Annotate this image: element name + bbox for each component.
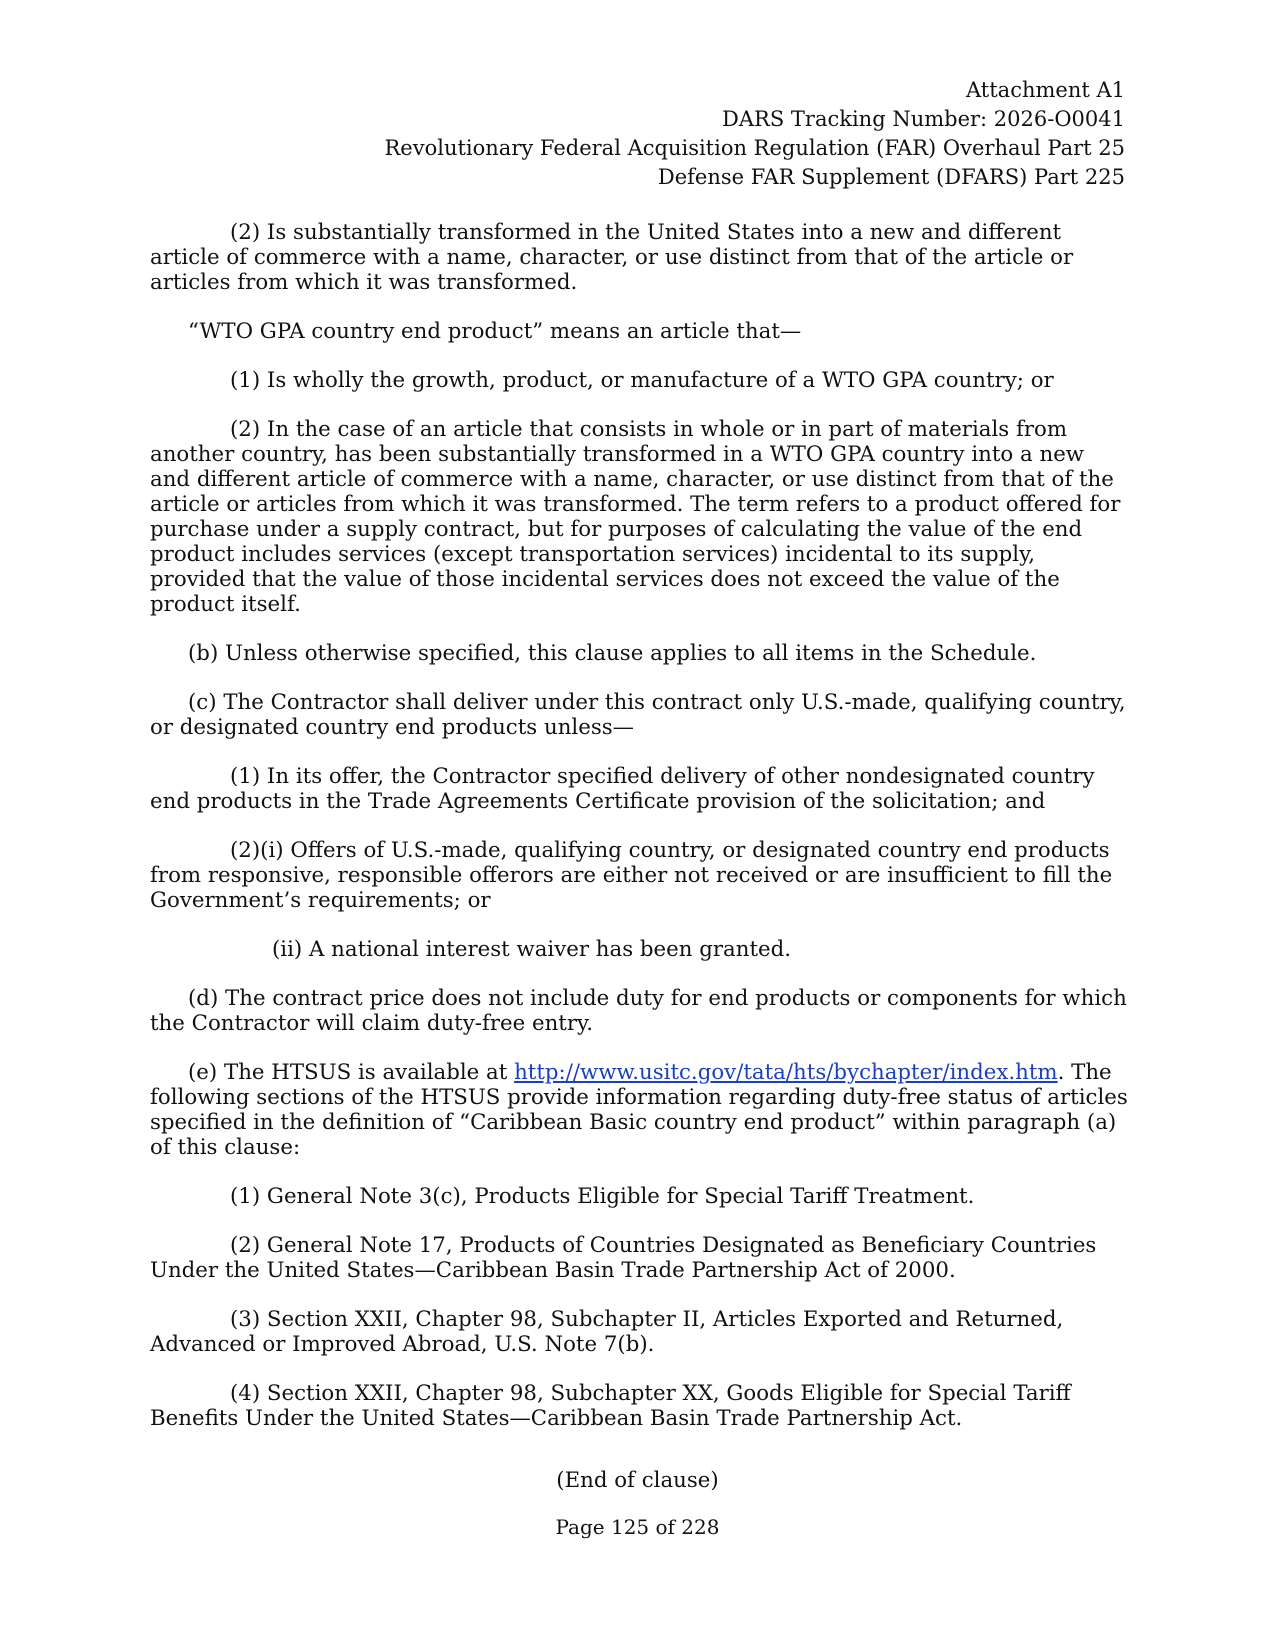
paragraph-c-1: (1) In its offer, the Contractor specified delivery of other nondesignated country end products in the Trade Agreements Certificate provision of the solicitation; and <box>150 764 1095 814</box>
page-header <box>225 76 1125 192</box>
paragraph-e-1: (1) General Note 3(c), Products Eligible for Special Tariff Treatment. <box>230 1184 975 1209</box>
paragraph-e <box>150 1060 1130 1160</box>
header-tracking-number: DARS Tracking Number: 2026-O0041 <box>722 107 1125 131</box>
paragraph-b: (b) Unless otherwise specified, this clause applies to all items in the Schedule. <box>188 641 1037 666</box>
paragraph-substantially-transformed: (2) Is substantially transformed in the United States into a new and different article of commerce with a name, character, or use distinct from that of the article or articles from which it was transformed. <box>150 220 1074 295</box>
paragraph-d: (d) The contract price does not include duty for end products or components for which the Contractor will claim duty-free entry. <box>150 986 1127 1036</box>
paragraph-e-2: (2) General Note 17, Products of Countries Designated as Beneficiary Countries Under the United States—Caribbean Basin Trade Partnership Act of 2000. <box>150 1233 1097 1283</box>
paragraph-e-intro: (e) The HTSUS is available at <box>188 1060 515 1085</box>
header-dfars-part: Defense FAR Supplement (DFARS) Part 225 <box>657 165 1125 189</box>
paragraph-case-of-article: (2) In the case of an article that consists in whole or in part of materials from another country, has been substantially transformed in a WTO GPA country into a new and different article of commerce with a name, character, or use distinct from that of the article or articles from which it was transformed. The term refers to a product offered for purchase under a supply contract, but for purposes of calculating the value of the end product includes services (except transportation services) incidental to its supply, provided that the value of those incidental services does not exceed the value of the product itself. <box>150 417 1121 617</box>
header-far-part: Revolutionary Federal Acquisition Regulation (FAR) Overhaul Part 25 <box>384 136 1125 160</box>
paragraph-e-4: (4) Section XXII, Chapter 98, Subchapter XX, Goods Eligible for Special Tariff Benefits Under the United States—Caribbean Basin Trade Partnership Act. <box>150 1381 1071 1431</box>
paragraph-wholly-growth: (1) Is wholly the growth, product, or manufacture of a WTO GPA country; or <box>230 368 1054 393</box>
clause-body <box>150 220 1130 1455</box>
paragraph-e-3: (3) Section XXII, Chapter 98, Subchapter II, Articles Exported and Returned, Advanced or Improved Abroad, U.S. Note 7(b). <box>150 1307 1064 1357</box>
page-number: Page 125 of 228 <box>555 1515 720 1539</box>
paragraph-c: (c) The Contractor shall deliver under this contract only U.S.-made, qualifying country, or designated country end products unless— <box>150 690 1126 740</box>
definition-wto-gpa: “WTO GPA country end product” means an article that— <box>188 319 802 344</box>
header-attachment: Attachment A1 <box>966 78 1125 102</box>
htsus-link[interactable]: http://www.usitc.gov/tata/hts/bychapter/index.htm <box>514 1060 1058 1085</box>
paragraph-e-rest: . The following sections of the HTSUS provide information regarding duty-free status of articles specified in the definition of “Caribbean Basic country end product” within paragraph (a) of this clause: <box>150 1060 1128 1160</box>
end-of-clause: (End of clause) <box>556 1468 719 1493</box>
paragraph-c-2-i: (2)(i) Offers of U.S.-made, qualifying country, or designated country end products from responsive, responsible offerors are either not received or are insufficient to fill the Government’s requirements; or <box>150 838 1113 913</box>
paragraph-c-2-ii: (ii) A national interest waiver has been granted. <box>272 937 792 962</box>
